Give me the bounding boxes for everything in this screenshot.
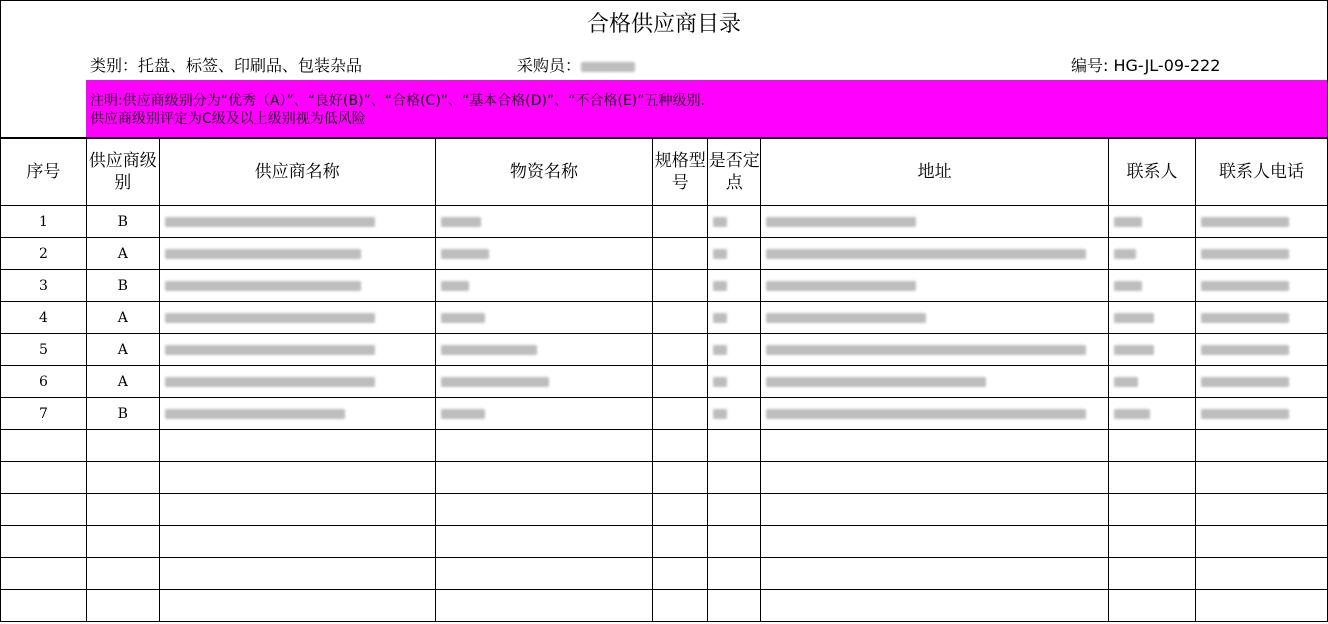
empty-cell bbox=[761, 558, 1109, 590]
cell-contact bbox=[1109, 206, 1196, 238]
header-seq: 序号 bbox=[1, 139, 87, 206]
empty-cell bbox=[653, 430, 708, 462]
cell-level: A bbox=[86, 238, 159, 270]
cell-contact bbox=[1109, 334, 1196, 366]
empty-cell bbox=[761, 494, 1109, 526]
cell-phone bbox=[1196, 238, 1328, 270]
cell-contact bbox=[1109, 238, 1196, 270]
table-row bbox=[1, 238, 1328, 270]
note-line-1: 注明:供应商级别分为“优秀（A）”、“良好(B)”、“合格(C)”、“基本合格(D)”、“不合格(E)”五种级别. bbox=[90, 93, 705, 109]
cell-phone bbox=[1196, 302, 1328, 334]
empty-cell bbox=[761, 590, 1109, 622]
redacted-name bbox=[581, 62, 635, 72]
empty-row bbox=[1, 494, 1328, 526]
cell-seq: 1 bbox=[1, 206, 87, 238]
cell-material bbox=[435, 238, 653, 270]
redacted-text bbox=[766, 249, 1086, 259]
empty-cell bbox=[1109, 590, 1196, 622]
cell-contact bbox=[1109, 366, 1196, 398]
redacted-text bbox=[713, 345, 727, 355]
empty-cell bbox=[435, 462, 653, 494]
empty-cell bbox=[1, 494, 87, 526]
page-title: 合格供应商目录 bbox=[0, 0, 1328, 44]
cell-name bbox=[159, 302, 435, 334]
empty-cell bbox=[653, 494, 708, 526]
cell-seq: 5 bbox=[1, 334, 87, 366]
cell-seq: 6 bbox=[1, 366, 87, 398]
cell-level: B bbox=[86, 270, 159, 302]
redacted-text bbox=[441, 377, 549, 387]
redacted-text bbox=[1201, 409, 1289, 419]
redacted-text bbox=[713, 249, 727, 259]
redacted-text bbox=[766, 377, 986, 387]
redacted-text bbox=[713, 313, 727, 323]
table-row bbox=[1, 366, 1328, 398]
header-level: 供应商级别 bbox=[86, 139, 159, 206]
empty-cell bbox=[159, 558, 435, 590]
empty-cell bbox=[1196, 462, 1328, 494]
cell-material bbox=[435, 398, 653, 430]
cell-address bbox=[761, 398, 1109, 430]
empty-cell bbox=[1109, 430, 1196, 462]
redacted-text bbox=[441, 281, 469, 291]
empty-cell bbox=[653, 558, 708, 590]
cell-name bbox=[159, 334, 435, 366]
empty-cell bbox=[708, 462, 761, 494]
cell-name bbox=[159, 238, 435, 270]
empty-cell bbox=[1, 526, 87, 558]
redacted-text bbox=[1201, 377, 1289, 387]
cell-contact bbox=[1109, 302, 1196, 334]
empty-cell bbox=[708, 590, 761, 622]
cell-name bbox=[159, 206, 435, 238]
cell-level: A bbox=[86, 302, 159, 334]
empty-row bbox=[1, 558, 1328, 590]
cell-fixed bbox=[708, 334, 761, 366]
cell-fixed bbox=[708, 270, 761, 302]
redacted-text bbox=[165, 409, 345, 419]
table-row bbox=[1, 206, 1328, 238]
redacted-text bbox=[165, 313, 375, 323]
empty-cell bbox=[1, 590, 87, 622]
header-phone: 联系人电话 bbox=[1196, 139, 1328, 206]
redacted-text bbox=[441, 409, 485, 419]
empty-cell bbox=[1196, 590, 1328, 622]
table-row bbox=[1, 302, 1328, 334]
redacted-text bbox=[165, 345, 375, 355]
cell-contact bbox=[1109, 270, 1196, 302]
header-fixed: 是否定点 bbox=[708, 139, 761, 206]
empty-cell bbox=[159, 462, 435, 494]
empty-cell bbox=[86, 494, 159, 526]
empty-row bbox=[1, 590, 1328, 622]
cell-address bbox=[761, 334, 1109, 366]
info-row bbox=[0, 44, 1328, 80]
redacted-text bbox=[165, 377, 375, 387]
cell-seq: 3 bbox=[1, 270, 87, 302]
redacted-text bbox=[1201, 217, 1289, 227]
empty-cell bbox=[1, 558, 87, 590]
empty-cell bbox=[1109, 462, 1196, 494]
redacted-text bbox=[441, 217, 481, 227]
cell-spec bbox=[653, 302, 708, 334]
cell-phone bbox=[1196, 334, 1328, 366]
empty-cell bbox=[159, 430, 435, 462]
cell-spec bbox=[653, 206, 708, 238]
buyer-field bbox=[517, 53, 581, 76]
redacted-text bbox=[766, 409, 1086, 419]
header-material: 物资名称 bbox=[435, 139, 653, 206]
redacted-text bbox=[441, 345, 537, 355]
empty-cell bbox=[435, 558, 653, 590]
redacted-text bbox=[713, 377, 727, 387]
cell-seq: 2 bbox=[1, 238, 87, 270]
redacted-text bbox=[165, 217, 375, 227]
redacted-text bbox=[713, 409, 727, 419]
empty-cell bbox=[86, 558, 159, 590]
redacted-text bbox=[441, 313, 485, 323]
empty-cell bbox=[159, 590, 435, 622]
cell-material bbox=[435, 302, 653, 334]
cell-phone bbox=[1196, 398, 1328, 430]
cell-name bbox=[159, 270, 435, 302]
empty-cell bbox=[1109, 494, 1196, 526]
cell-contact bbox=[1109, 398, 1196, 430]
empty-cell bbox=[761, 462, 1109, 494]
cell-address bbox=[761, 302, 1109, 334]
redacted-text bbox=[165, 249, 361, 259]
cell-address bbox=[761, 238, 1109, 270]
cell-address bbox=[761, 366, 1109, 398]
redacted-text bbox=[1114, 281, 1142, 291]
cell-material bbox=[435, 366, 653, 398]
header-name: 供应商名称 bbox=[159, 139, 435, 206]
table-row bbox=[1, 334, 1328, 366]
empty-cell bbox=[708, 526, 761, 558]
redacted-text bbox=[1201, 313, 1289, 323]
empty-cell bbox=[708, 494, 761, 526]
empty-row bbox=[1, 526, 1328, 558]
cell-phone bbox=[1196, 206, 1328, 238]
empty-row bbox=[1, 462, 1328, 494]
redacted-text bbox=[1201, 281, 1289, 291]
table-body bbox=[1, 206, 1328, 622]
redacted-text bbox=[1201, 249, 1289, 259]
empty-cell bbox=[708, 430, 761, 462]
cell-material bbox=[435, 334, 653, 366]
redacted-text bbox=[766, 313, 926, 323]
empty-cell bbox=[159, 494, 435, 526]
cell-spec bbox=[653, 238, 708, 270]
header-address: 地址 bbox=[761, 139, 1109, 206]
empty-cell bbox=[1, 430, 87, 462]
empty-cell bbox=[435, 526, 653, 558]
empty-cell bbox=[435, 430, 653, 462]
cell-fixed bbox=[708, 206, 761, 238]
cell-fixed bbox=[708, 366, 761, 398]
header-contact: 联系人 bbox=[1109, 139, 1196, 206]
redacted-text bbox=[766, 345, 1086, 355]
buyer-label: 采购员： bbox=[517, 56, 582, 75]
note-banner bbox=[86, 80, 1328, 138]
cell-phone bbox=[1196, 366, 1328, 398]
table-row bbox=[1, 398, 1328, 430]
redacted-text bbox=[1114, 249, 1136, 259]
cell-name bbox=[159, 398, 435, 430]
cell-address bbox=[761, 206, 1109, 238]
empty-cell bbox=[435, 494, 653, 526]
empty-cell bbox=[86, 526, 159, 558]
empty-cell bbox=[159, 526, 435, 558]
redacted-text bbox=[1114, 409, 1150, 419]
empty-cell bbox=[1196, 526, 1328, 558]
empty-cell bbox=[653, 590, 708, 622]
empty-cell bbox=[1109, 558, 1196, 590]
cell-address bbox=[761, 270, 1109, 302]
cell-material bbox=[435, 270, 653, 302]
cell-fixed bbox=[708, 398, 761, 430]
cell-level: B bbox=[86, 206, 159, 238]
cell-spec bbox=[653, 398, 708, 430]
empty-cell bbox=[708, 558, 761, 590]
empty-row bbox=[1, 430, 1328, 462]
header-row bbox=[1, 139, 1328, 206]
cell-spec bbox=[653, 334, 708, 366]
empty-cell bbox=[761, 430, 1109, 462]
empty-cell bbox=[1196, 430, 1328, 462]
cell-level: A bbox=[86, 334, 159, 366]
category-label: 类别：托盘、标签、印刷品、包装杂品 bbox=[90, 56, 363, 75]
empty-cell bbox=[1196, 494, 1328, 526]
redacted-text bbox=[713, 281, 727, 291]
redacted-text bbox=[766, 281, 916, 291]
table-row bbox=[1, 270, 1328, 302]
cell-phone bbox=[1196, 270, 1328, 302]
empty-cell bbox=[435, 590, 653, 622]
empty-cell bbox=[86, 462, 159, 494]
header-spec: 规格型号 bbox=[653, 139, 708, 206]
cell-seq: 4 bbox=[1, 302, 87, 334]
empty-cell bbox=[86, 590, 159, 622]
redacted-text bbox=[1114, 217, 1142, 227]
redacted-text bbox=[1114, 313, 1154, 323]
note-spacer bbox=[0, 80, 86, 138]
cell-level: B bbox=[86, 398, 159, 430]
cell-material bbox=[435, 206, 653, 238]
cell-fixed bbox=[708, 302, 761, 334]
redacted-text bbox=[1201, 345, 1289, 355]
cell-level: A bbox=[86, 366, 159, 398]
empty-cell bbox=[653, 526, 708, 558]
redacted-text bbox=[165, 281, 361, 291]
empty-cell bbox=[1196, 558, 1328, 590]
cell-seq: 7 bbox=[1, 398, 87, 430]
empty-cell bbox=[1109, 526, 1196, 558]
redacted-text bbox=[766, 217, 916, 227]
redacted-text bbox=[713, 217, 727, 227]
cell-name bbox=[159, 366, 435, 398]
cell-fixed bbox=[708, 238, 761, 270]
document-code: 编号: HG-JL-09-222 bbox=[1071, 56, 1221, 75]
cell-spec bbox=[653, 270, 708, 302]
empty-cell bbox=[761, 526, 1109, 558]
empty-cell bbox=[86, 430, 159, 462]
note-line-2: 供应商级别评定为C级及以上级别视为低风险 bbox=[90, 111, 366, 127]
supplier-table bbox=[0, 138, 1328, 622]
redacted-text bbox=[1114, 345, 1154, 355]
cell-spec bbox=[653, 366, 708, 398]
redacted-text bbox=[1114, 377, 1138, 387]
empty-cell bbox=[653, 462, 708, 494]
empty-cell bbox=[1, 462, 87, 494]
redacted-text bbox=[441, 249, 489, 259]
